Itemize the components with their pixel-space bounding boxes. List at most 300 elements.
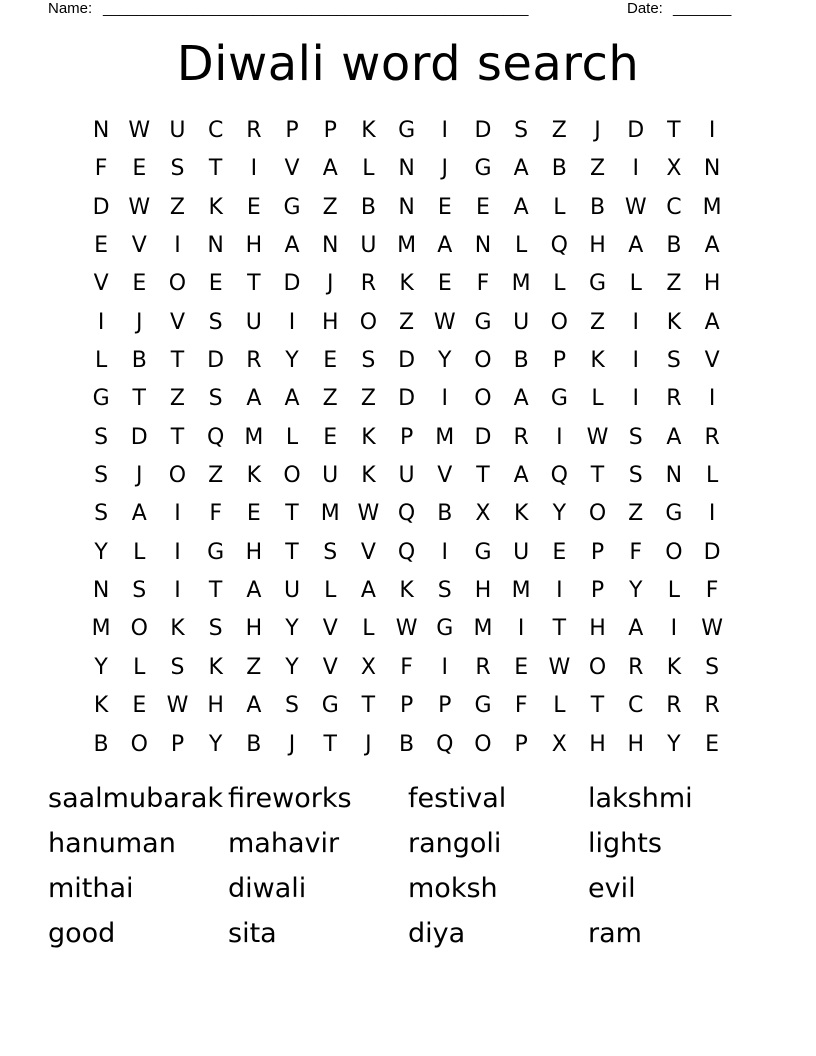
grid-letter: S: [628, 424, 643, 450]
grid-letter: G: [474, 309, 492, 335]
grid-letter: E: [246, 501, 261, 527]
word-list-item: diwali: [228, 873, 307, 904]
grid-letter: K: [208, 654, 223, 680]
grid-letter: L: [133, 654, 146, 680]
grid-letter: K: [361, 463, 376, 489]
grid-letter: J: [136, 309, 143, 335]
grid-letter: T: [170, 424, 185, 450]
grid-letter: E: [437, 271, 452, 297]
grid-letter: V: [360, 539, 376, 565]
grid-letter: P: [323, 118, 337, 143]
grid-letter: G: [436, 616, 454, 642]
grid-letter: E: [476, 194, 490, 220]
grid-letter: R: [704, 693, 720, 719]
grid-letter: S: [514, 118, 529, 143]
grid-letter: Q: [397, 501, 416, 527]
grid-row: [82, 304, 732, 342]
grid-letter: F: [94, 156, 108, 182]
grid-letter: U: [283, 578, 301, 604]
grid-letter: K: [208, 194, 223, 220]
grid-letter: D: [703, 539, 721, 565]
grid-letter: D: [627, 118, 645, 143]
grid-letter: E: [552, 539, 567, 565]
grid-letter: P: [170, 731, 185, 757]
grid-letter: A: [666, 424, 682, 450]
grid-letter: W: [433, 309, 456, 335]
grid-letter: I: [632, 156, 639, 182]
grid-letter: B: [246, 731, 262, 757]
grid-letter: O: [474, 386, 492, 412]
grid-letter: T: [476, 463, 490, 489]
grid-letter: L: [133, 539, 146, 565]
grid-letter: V: [704, 348, 720, 374]
grid-letter: M: [702, 194, 722, 220]
grid-letter: Z: [551, 118, 567, 143]
grid-letter: B: [93, 731, 109, 757]
grid-letter: W: [586, 424, 609, 450]
grid-letter: N: [321, 233, 339, 259]
grid-letter: S: [323, 539, 338, 565]
grid-letter: V: [437, 463, 453, 489]
word-list-item: diya: [408, 918, 466, 949]
grid-letter: R: [666, 386, 682, 412]
grid-letter: S: [170, 654, 185, 680]
grid-letter: B: [399, 731, 415, 757]
word-list-item: lights: [588, 828, 662, 859]
grid-letter: I: [556, 424, 563, 450]
grid-letter: E: [132, 693, 147, 719]
grid-letter: O: [665, 539, 683, 565]
worksheet-header: [48, 0, 748, 20]
grid-letter: I: [174, 539, 181, 565]
grid-letter: M: [473, 616, 493, 642]
grid-letter: K: [666, 654, 682, 680]
grid-letter: D: [474, 118, 492, 143]
grid-letter: J: [288, 731, 296, 757]
grid-letter: Y: [628, 578, 643, 604]
grid-letter: H: [589, 233, 606, 259]
grid-row: [82, 495, 732, 533]
grid-letter: J: [365, 731, 372, 757]
grid-letter: I: [556, 578, 563, 604]
grid-letter: L: [285, 424, 299, 450]
grid-row: [82, 150, 732, 188]
grid-letter: S: [132, 578, 147, 604]
grid-letter: W: [128, 118, 151, 143]
grid-letter: L: [362, 616, 375, 642]
grid-letter: A: [246, 693, 262, 719]
grid-letter: E: [705, 731, 720, 757]
word-list-row: [48, 776, 768, 821]
grid-letter: R: [628, 654, 644, 680]
grid-letter: I: [174, 233, 181, 259]
grid-row: [82, 380, 732, 418]
grid-letter: P: [438, 693, 452, 719]
grid-row: [82, 649, 732, 687]
grid-letter: J: [594, 118, 601, 143]
grid-letter: G: [321, 693, 339, 719]
name-label: Name:: [48, 0, 93, 17]
grid-letter: R: [246, 118, 262, 143]
grid-letter: M: [91, 616, 111, 642]
grid-letter: O: [130, 731, 148, 757]
word-list-item: rangoli: [408, 828, 502, 859]
grid-letter: Y: [94, 539, 108, 565]
page-title: Diwali word search: [176, 36, 640, 92]
grid-letter: X: [360, 654, 376, 680]
grid-letter: D: [92, 194, 110, 220]
grid-letter: S: [361, 348, 376, 374]
grid-letter: G: [665, 501, 683, 527]
grid-row: [82, 419, 732, 457]
grid-letter: E: [323, 348, 338, 374]
grid-letter: I: [708, 501, 716, 527]
grid-letter: T: [285, 501, 299, 527]
grid-letter: G: [398, 118, 416, 143]
grid-letter: N: [92, 578, 110, 604]
grid-letter: X: [666, 156, 682, 182]
grid-letter: K: [170, 616, 185, 642]
grid-letter: S: [628, 463, 643, 489]
grid-letter: T: [590, 463, 605, 489]
grid-letter: O: [283, 463, 301, 489]
grid-letter: I: [441, 118, 449, 143]
grid-letter: S: [666, 348, 681, 374]
grid-letter: W: [701, 616, 723, 642]
grid-letter: S: [94, 424, 109, 450]
grid-letter: S: [437, 578, 452, 604]
grid-letter: G: [207, 539, 225, 565]
grid-letter: I: [250, 156, 258, 182]
word-list-item: festival: [408, 783, 507, 814]
grid-letter: I: [708, 386, 716, 412]
grid-letter: E: [208, 271, 223, 297]
grid-letter: O: [474, 731, 492, 757]
date-blank-line: _______: [673, 0, 732, 17]
grid-letter: V: [93, 271, 109, 297]
word-list-item: sita: [228, 918, 277, 949]
grid-letter: Z: [169, 386, 185, 412]
grid-letter: H: [474, 578, 492, 604]
grid-letter: K: [666, 309, 682, 335]
grid-letter: G: [283, 194, 301, 220]
grid-letter: U: [513, 309, 530, 335]
grid-letter: Z: [208, 463, 224, 489]
grid-letter: A: [513, 156, 529, 182]
grid-letter: Q: [206, 424, 225, 450]
grid-letter: U: [398, 463, 415, 489]
grid-letter: K: [399, 578, 414, 604]
grid-letter: U: [169, 118, 186, 143]
grid-letter: S: [208, 616, 223, 642]
grid-letter: E: [437, 194, 452, 220]
word-list-item: hanuman: [48, 828, 176, 859]
grid-letter: C: [628, 693, 644, 719]
grid-letter: R: [513, 424, 529, 450]
grid-letter: R: [360, 271, 377, 297]
grid-letter: I: [670, 616, 678, 642]
grid-letter: U: [245, 309, 262, 335]
grid-letter: Z: [399, 309, 415, 335]
grid-letter: Q: [397, 539, 416, 565]
grid-letter: A: [513, 463, 529, 489]
grid-letter: K: [361, 424, 376, 450]
grid-letter: A: [246, 386, 262, 412]
grid-letter: I: [441, 539, 449, 565]
grid-letter: N: [665, 463, 683, 489]
grid-letter: H: [589, 616, 606, 642]
word-list-item: moksh: [408, 873, 498, 904]
grid-letter: M: [397, 233, 417, 259]
grid-letter: E: [246, 194, 261, 220]
grid-letter: A: [246, 578, 262, 604]
grid-letter: L: [667, 578, 681, 604]
grid-letter: H: [627, 731, 644, 757]
grid-letter: N: [703, 156, 721, 182]
grid-letter: Z: [246, 654, 262, 680]
grid-letter: I: [632, 309, 639, 335]
grid-row: [82, 265, 732, 303]
grid-letter: C: [666, 194, 682, 220]
grid-letter: Z: [322, 386, 338, 412]
grid-letter: U: [360, 233, 377, 259]
grid-letter: H: [245, 616, 263, 642]
grid-letter: D: [207, 348, 225, 374]
grid-letter: K: [246, 463, 262, 489]
grid-letter: Q: [550, 233, 568, 259]
grid-letter: A: [628, 233, 644, 259]
grid-letter: H: [207, 693, 224, 719]
grid-letter: F: [400, 654, 413, 680]
grid-letter: N: [398, 156, 415, 182]
grid-letter: O: [550, 309, 568, 335]
grid-letter: Z: [628, 501, 644, 527]
grid-letter: S: [94, 463, 109, 489]
grid-letter: A: [322, 156, 338, 182]
word-list-item: ram: [588, 918, 642, 949]
grid-letter: L: [324, 578, 337, 604]
grid-letter: B: [589, 194, 606, 220]
grid-letter: T: [170, 348, 185, 374]
grid-letter: E: [94, 233, 109, 259]
grid-letter: Q: [550, 463, 568, 489]
grid-letter: J: [441, 156, 449, 182]
grid-letter: R: [246, 348, 262, 374]
grid-letter: D: [398, 386, 416, 412]
grid-letter: V: [322, 616, 338, 642]
grid-letter: Z: [589, 156, 606, 182]
grid-letter: N: [398, 194, 415, 220]
grid-letter: G: [474, 539, 492, 565]
grid-letter: V: [322, 654, 338, 680]
grid-letter: B: [666, 233, 682, 259]
grid-letter: I: [174, 501, 181, 527]
grid-letter: Y: [552, 501, 567, 527]
grid-letter: P: [514, 731, 528, 757]
grid-letter: S: [208, 309, 223, 335]
grid-letter: D: [398, 348, 416, 374]
grid-letter: A: [131, 501, 147, 527]
grid-letter: I: [632, 348, 639, 374]
grid-letter: L: [629, 271, 642, 297]
grid-letter: A: [513, 386, 529, 412]
grid-letter: W: [357, 501, 380, 527]
grid-letter: Y: [208, 731, 223, 757]
grid-letter: Z: [589, 309, 606, 335]
word-list-item: good: [48, 918, 116, 949]
grid-letter: D: [283, 271, 301, 297]
grid-letter: O: [359, 309, 378, 335]
grid-letter: S: [170, 156, 185, 182]
grid-letter: K: [590, 348, 605, 374]
grid-letter: A: [513, 194, 529, 220]
grid-letter: L: [94, 348, 108, 374]
grid-letter: I: [632, 386, 639, 412]
grid-letter: R: [704, 424, 720, 450]
grid-letter: E: [132, 271, 147, 297]
grid-letter: A: [284, 386, 300, 412]
grid-letter: Y: [285, 654, 299, 680]
grid-letter: T: [361, 693, 376, 719]
grid-letter: W: [166, 693, 189, 719]
grid-row: [82, 726, 732, 764]
grid-letter: I: [288, 309, 296, 335]
word-list-item: evil: [588, 873, 636, 904]
word-list-item: saalmubarak: [48, 783, 224, 814]
grid-letter: K: [513, 501, 529, 527]
grid-letter: L: [553, 693, 566, 719]
grid-letter: K: [361, 118, 376, 143]
grid-letter: S: [705, 654, 720, 680]
grid-letter: P: [590, 539, 605, 565]
grid-letter: S: [94, 501, 109, 527]
grid-letter: F: [705, 578, 719, 604]
grid-letter: N: [92, 118, 110, 143]
grid-letter: F: [209, 501, 222, 527]
grid-letter: L: [515, 233, 528, 259]
word-list-row: [48, 911, 768, 956]
grid-letter: B: [131, 348, 147, 374]
grid-letter: H: [245, 539, 263, 565]
grid-row: [82, 572, 732, 610]
grid-letter: Z: [169, 194, 185, 220]
grid-letter: S: [208, 386, 223, 412]
grid-letter: J: [326, 271, 334, 297]
grid-letter: Z: [666, 271, 682, 297]
grid-letter: M: [320, 501, 340, 527]
grid-letter: T: [552, 616, 567, 642]
grid-letter: T: [667, 118, 681, 143]
grid-letter: Y: [285, 348, 299, 374]
grid-letter: R: [666, 693, 682, 719]
grid-letter: O: [168, 271, 187, 297]
grid-letter: R: [475, 654, 491, 680]
grid-letter: M: [511, 271, 531, 297]
grid-letter: O: [588, 501, 607, 527]
grid-letter: K: [399, 271, 414, 297]
word-list-item: mahavir: [228, 828, 340, 859]
word-list: [48, 776, 768, 956]
grid-letter: F: [476, 271, 490, 297]
grid-letter: D: [130, 424, 148, 450]
word-list-item: mithai: [48, 873, 134, 904]
grid-letter: Y: [285, 616, 299, 642]
grid-letter: L: [553, 194, 566, 220]
grid-letter: V: [169, 309, 185, 335]
grid-letter: T: [247, 271, 261, 297]
grid-letter: T: [590, 693, 605, 719]
grid-letter: B: [437, 501, 453, 527]
grid-letter: P: [552, 348, 566, 374]
grid-letter: T: [323, 731, 337, 757]
word-list-row: [48, 866, 768, 911]
grid-row: [82, 342, 732, 380]
grid-letter: A: [437, 233, 453, 259]
grid-letter: B: [513, 348, 529, 374]
grid-letter: W: [548, 654, 571, 680]
grid-letter: D: [474, 424, 492, 450]
grid-letter: E: [323, 424, 338, 450]
grid-letter: I: [517, 616, 525, 642]
grid-letter: P: [399, 424, 414, 450]
grid-letter: I: [708, 118, 716, 143]
grid-letter: M: [244, 424, 264, 450]
grid-letter: A: [284, 233, 300, 259]
word-list-item: lakshmi: [588, 783, 693, 814]
grid-letter: W: [395, 616, 418, 642]
grid-letter: T: [208, 578, 223, 604]
grid-letter: G: [550, 386, 568, 412]
grid-letter: I: [97, 309, 105, 335]
grid-letter: P: [399, 693, 414, 719]
grid-letter: H: [245, 233, 263, 259]
grid-letter: P: [285, 118, 299, 143]
grid-row: [82, 687, 732, 725]
grid-letter: A: [704, 233, 720, 259]
grid-letter: M: [511, 578, 531, 604]
grid-letter: H: [321, 309, 339, 335]
grid-row: [82, 189, 732, 227]
grid-letter: G: [474, 693, 492, 719]
grid-row: [82, 534, 732, 572]
grid-letter: V: [131, 233, 147, 259]
grid-letter: F: [629, 539, 643, 565]
grid-letter: Z: [360, 386, 376, 412]
grid-letter: O: [168, 463, 187, 489]
grid-row: [82, 610, 732, 648]
grid-letter: J: [136, 463, 143, 489]
grid-letter: X: [475, 501, 491, 527]
grid-letter: L: [362, 156, 375, 182]
grid-letter: Q: [436, 731, 454, 757]
grid-letter: B: [360, 194, 376, 220]
grid-letter: T: [208, 156, 223, 182]
date-label: Date:: [627, 0, 663, 17]
grid-letter: A: [628, 616, 644, 642]
grid-letter: E: [514, 654, 529, 680]
grid-letter: Y: [667, 731, 681, 757]
grid-letter: K: [93, 693, 109, 719]
grid-letter: I: [441, 654, 449, 680]
grid-letter: Y: [94, 654, 108, 680]
grid-letter: O: [588, 654, 607, 680]
grid-letter: E: [132, 156, 147, 182]
grid-letter: N: [207, 233, 224, 259]
grid-letter: G: [589, 271, 607, 297]
grid-letter: W: [624, 194, 647, 220]
grid-letter: L: [705, 463, 719, 489]
grid-letter: U: [322, 463, 339, 489]
